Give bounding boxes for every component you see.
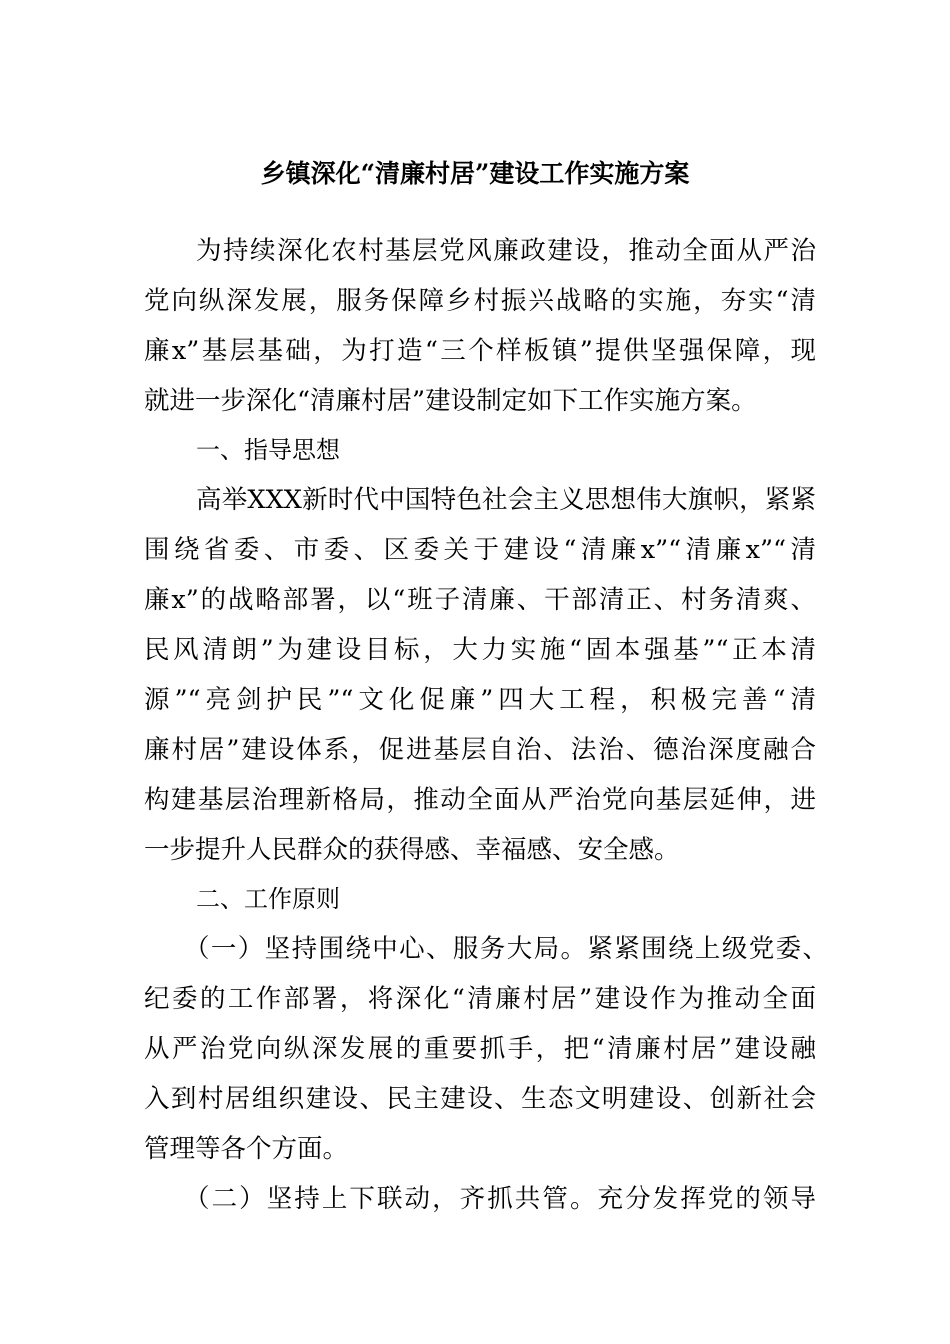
section1-line: 廉村居”建设体系，促进基层自治、法治、德治深度融合 (144, 735, 816, 765)
section1-line: 高举XXX新时代中国特色社会主义思想伟大旗帜，紧紧 (196, 485, 816, 515)
principle1-line: 入到村居组织建设、民主建设、生态文明建设、创新社会 (144, 1084, 816, 1114)
intro-line: 为持续深化农村基层党风廉政建设，推动全面从严治 (196, 236, 816, 266)
section1-line: 廉x”的战略部署，以“班子清廉、干部清正、村务清爽、 (144, 585, 816, 615)
principle2-line: （二）坚持上下联动，齐抓共管。充分发挥党的领导 (184, 1184, 816, 1214)
section1-line: 围绕省委、市委、区委关于建设“清廉x”“清廉x”“清 (144, 535, 816, 565)
intro-line: 党向纵深发展，服务保障乡村振兴战略的实施，夯实“清 (144, 286, 816, 316)
section-heading-guiding-ideology: 一、指导思想 (196, 436, 340, 464)
section1-line: 一步提升人民群众的获得感、幸福感、安全感。 (144, 835, 680, 865)
section1-line: 构建基层治理新格局，推动全面从严治党向基层延伸，进 (144, 785, 816, 815)
principle1-line: 管理等各个方面。 (144, 1134, 349, 1164)
section-heading-work-principles: 二、工作原则 (196, 885, 340, 913)
section1-line: 源”“亮剑护民”“文化促廉”四大工程，积极完善“清 (144, 685, 816, 715)
principle1-line: 从严治党向纵深发展的重要抓手，把“清廉村居”建设融 (144, 1034, 816, 1064)
principle1-line: 纪委的工作部署，将深化“清廉村居”建设作为推动全面 (144, 984, 816, 1014)
document-title: 乡镇深化“清廉村居”建设工作实施方案 (260, 159, 690, 188)
principle1-line: （一）坚持围绕中心、服务大局。紧紧围绕上级党委、 (184, 934, 828, 964)
intro-line: 廉x”基层基础，为打造“三个样板镇”提供坚强保障，现 (144, 336, 816, 366)
intro-line: 就进一步深化“清廉村居”建设制定如下工作实施方案。 (144, 386, 757, 416)
section1-line: 民风清朗”为建设目标，大力实施“固本强基”“正本清 (144, 635, 816, 665)
